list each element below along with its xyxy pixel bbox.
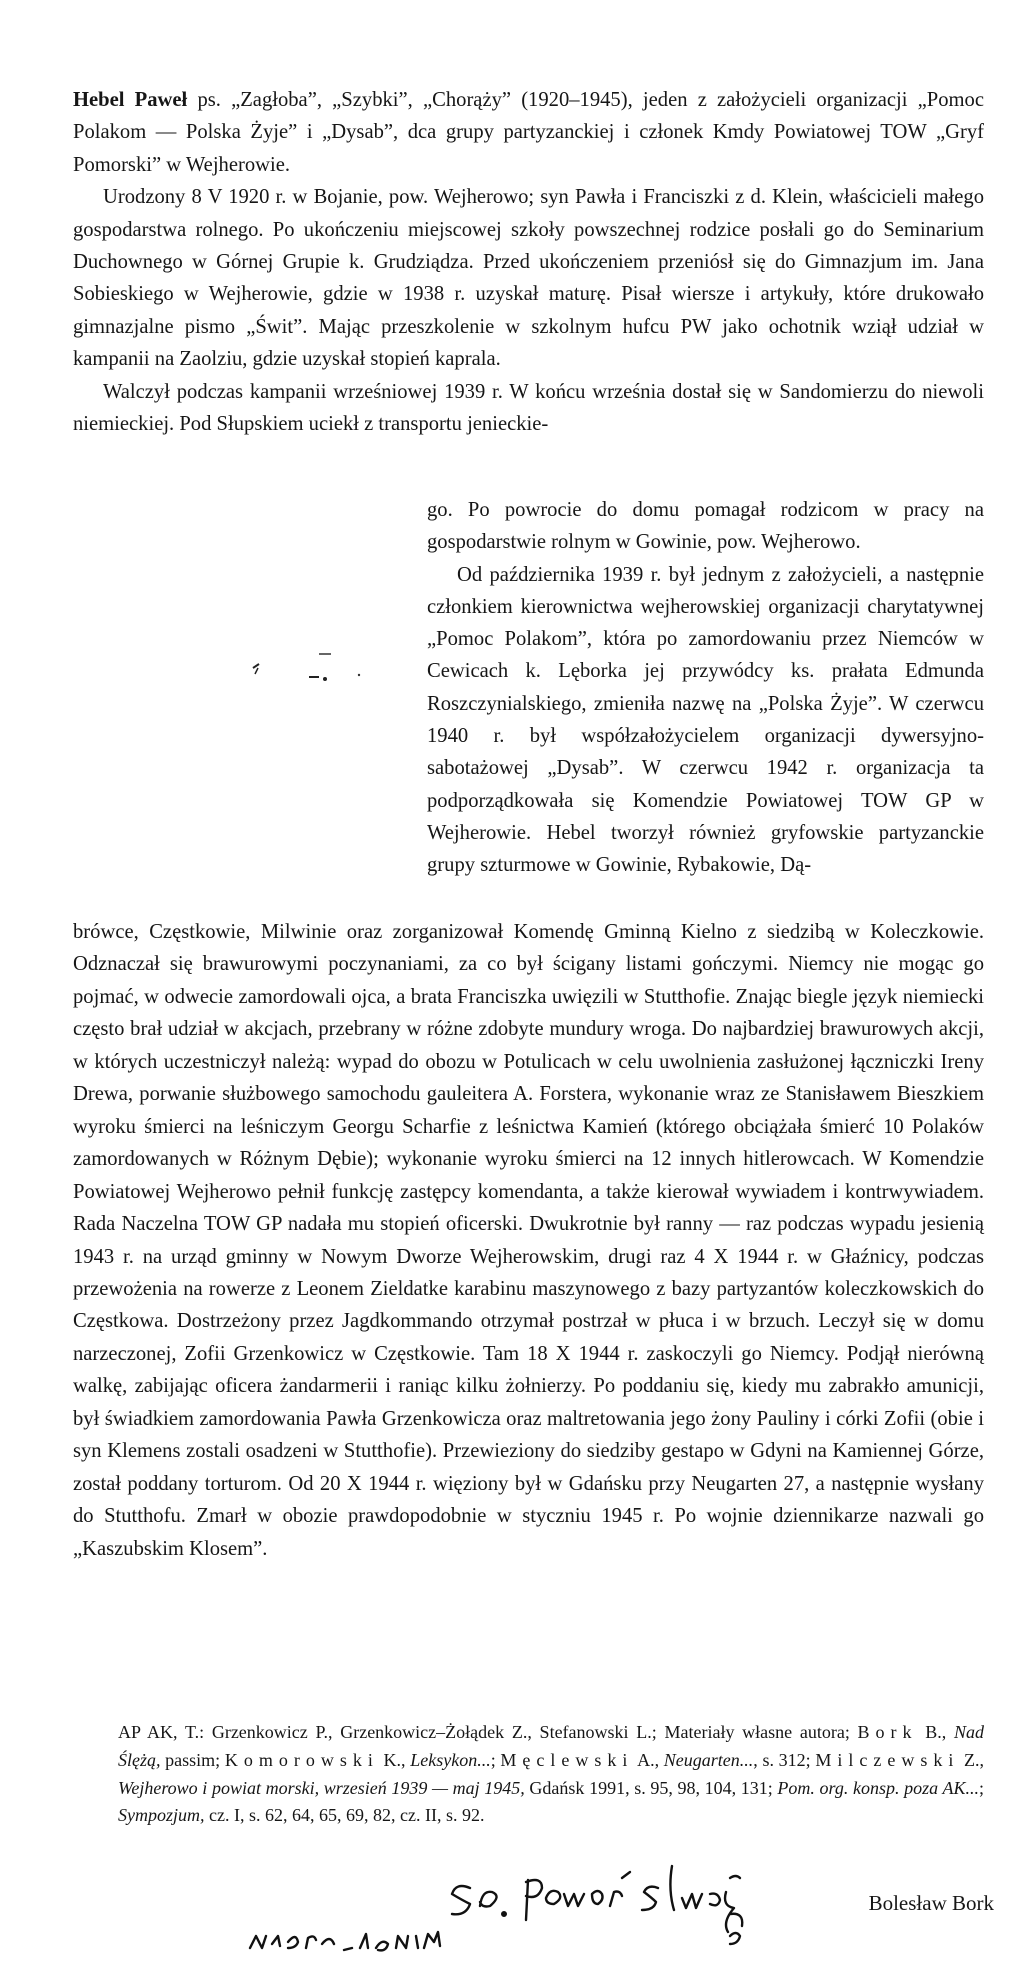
entry-continuation-paragraph: brówce, Częstkowie, Milwinie oraz zorganizował Komendę Gminną Kielno z siedzibą w Koleczkowie. Odznaczał się brawurowymi poczynaniami, za co był ścigany listami gończymi. Niemcy nie mogąc go pojmać, w odwecie zamordowali ojca, a brata Franciszka uwięzili w Stutthofie. Znając biegle język niemiecki często brał udział w akcjach, przebrany w różne zdobyte mundury wroga. Do najbardziej brawurowych akcji, w których uczestniczył należą: wypad do obozu w Potulicach w celu uwolnienia zasłużonej łączniczki Ireny Drewa, porwanie służbowego samochodu gauleitera A. Forstera, wykonanie wraz ze Stanisławem Bieszkiem wyroku śmierci na leśniczym Georgu Scharfie z leśnictwa Kamień (którego obciążała śmierć 10 Polaków zamordowanych w Różnym Dębie); wykonanie wyroku śmierci na 12 innych hitlerowcach. W Komendzie Powiatowej Wejherowo pełnił funkcję zastępcy komendanta, a także kierował wywiadem i kontrwywiadem. Rada Naczelna TOW GP nadała mu stopień oficerski. Dwukrotnie był ranny — raz podczas wypadu jesienią 1943 r. na urząd gminny w Nowym Dworze Wejherowskim, drugi raz 4 X 1944 r. w Głaźnicy, podczas przewożenia na rowerze z Leonem Zieldatke karabinu maszynowego z bazy partyzantów koleczkowskich do Częstkowa. Dostrzeżony przez Jagdkommando otrzymał postrzał w płuca i w brzuch. Leczył się w domu narzeczonej, Zofii Grzenkowicz w Częstkowie. Tam 18 X 1944 r. zaskoczyli go Niemcy. Podjął nierówną walkę, zabijając oficera żandarmerii i raniąc kilku żołnierzy. Po poddaniu się, kiedy mu zabrakło amunicji, był świadkiem zamordowania Pawła Grzenkowicza oraz maltretowania jego żony Pauliny i córki Zofii (obie i syn Klemens zostali osadzeni w Stutthofie). Przewieziony do siedziby gestapo w Gdyni na Kamiennej Górze, został poddany torturom. Od 20 X 1944 r. więziony był w Gdańsku przy Neugarten 27, a następnie wysłany do Stutthofu. Zmarł w obozie prawdopodobnie w styczniu 1945 r. Po wojnie dziennikarze nazwali go „Kaszubskim Klosem”. [73,921,984,1560]
sources-text: A., [633,1749,664,1770]
sources-text: cz. I, s. 62, 64, 65, 69, 82, cz. II, s. 92. [204,1805,485,1826]
entry-column-paragraph-2: Od października 1939 r. był jednym z założycieli, a następnie członkiem kierownictwa wejherowskiej organizacji charytatywnej „Pomoc Polakom”, która po zamordowaniu przez Niemców w Cewicach k. Lęborka jej przywódcy ks. prałata Edmunda Roszczynialskiego, zmieniła nazwę na „Polska Żyje”. W czerwcu 1940 r. był współzałożycielem organizacji dywersyjno-sabotażowej „Dysab”. W czerwcu 1942 r. organizacja ta podporządkowała się Komendzie Powiatowej TOW GP w Wejherowie. Hebel tworzył również gryfowskie partyzanckie grupy szturmowe w Gowinie, Rybakowie, Dą- [427,563,984,877]
sources-title-sympozjum: Sympozjum, [118,1805,205,1826]
sources-title-nad-sleza: Nad Ślężą, [118,1722,984,1770]
sources-title-wejherowo: Wejherowo i powiat morski, wrzesień 1939 — maj 1945, [118,1777,525,1798]
sources-title-neugarten: Neugarten... [663,1749,754,1770]
sources-text: K., [378,1749,411,1770]
entry-continuation-block [73,916,984,1565]
sources-text: passim; [160,1749,225,1770]
sources-text: , s. 312; [753,1749,816,1770]
entry-intro-text: ps. „Zagłoba”, „Szybki”, „Chorąży” (1920–1945), jeden z założycieli organizacji „Pomoc Polakom — Polska Żyje” i „Dysab”, dca grupy partyzanckiej i członek Kmdy Powiatowej TOW „Gryf Pomorski” w Wejherowie. [73,89,984,176]
sources-author-komorowski: Komorowski [224,1749,379,1770]
sources-text: ; [978,1777,984,1798]
sources-text: B., [917,1722,954,1742]
sources-text: Gdańsk 1991, s. 95, 98, 104, 131; [524,1777,778,1798]
sources-paragraph [118,1719,984,1830]
photo-area [73,494,403,914]
sources-title-leksykon: Leksykon... [410,1749,491,1770]
entry-header-block [73,84,984,440]
entry-intro-paragraph [73,84,984,181]
entry-name: Hebel Paweł [73,89,188,111]
sources-author-milczewski: Milczewski [815,1749,960,1770]
entry-column-block [427,494,984,882]
sources-block [118,1719,984,1830]
entry-column-paragraph-1: go. Po powrocie do domu pomagał rodzicom w pracy na gospodarstwie rolnym w Gowinie, pow. Wejherowo. [427,499,984,554]
sources-author-bork: Bork [857,1722,918,1742]
scan-specks-icon [73,494,403,914]
author-signature: Bolesław Bork [868,1891,994,1915]
sources-text: AP AK, T.: Grzenkowicz P., Grzenkowicz–Żołądek Z., Stefanowski L.; Materiały własne autora; [118,1722,858,1742]
sources-text: ; [490,1749,501,1770]
sources-text: Z., [959,1749,985,1770]
handwritten-note [210,1848,830,1956]
entry-war-paragraph: Walczył podczas kampanii wrześniowej 1939 r. W końcu września dostał się w Sandomierzu do niewoli niemieckiej. Pod Słupskiem uciekł z transportu jenieckie- [73,380,984,436]
sources-author-meclewski: Męclewski [500,1749,634,1770]
sources-title-pom-org: Pom. org. konsp. poza AK... [777,1777,979,1798]
entry-biography-paragraph: Urodzony 8 V 1920 r. w Bojanie, pow. Wejherowo; syn Pawła i Franciszki z d. Klein, właścicieli małego gospodarstwa rolnego. Po ukończeniu miejscowej szkoły powszechnej rodzice posłali go do Seminarium Duchownego w Górnej Grupie k. Grudziądza. Przed ukończeniem przeniósł się do Gimnazjum im. Jana Sobieskiego w Wejherowie, gdzie w 1938 r. uzyskał maturę. Pisał wiersze i artykuły, które drukowało gimnazjalne pismo „Świt”. Mając przeszkolenie w szkolnym hufcu PW jako ochotnik wziął udział w kampanii na Zaolziu, gdzie uzyskał stopień kaprala. [73,186,984,371]
handwriting-icon [210,1848,830,1956]
